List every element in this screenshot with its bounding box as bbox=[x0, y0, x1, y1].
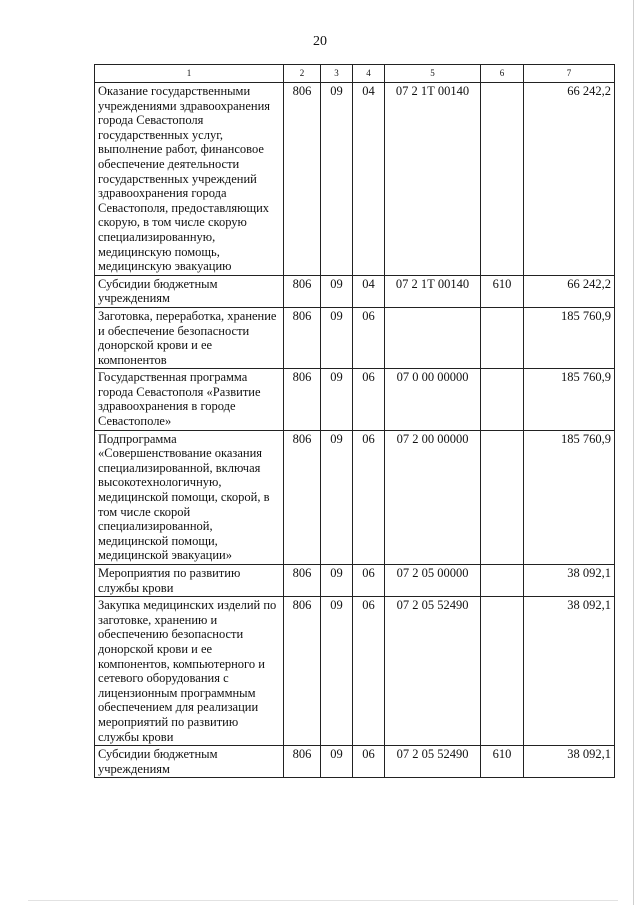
subsection-code: 06 bbox=[353, 565, 385, 597]
item-name: Мероприятия по развитию службы крови bbox=[95, 565, 284, 597]
subsection-code: 04 bbox=[353, 275, 385, 307]
target-code bbox=[385, 307, 481, 368]
section-code: 09 bbox=[321, 275, 353, 307]
scan-bottom-line bbox=[28, 900, 618, 901]
expense-type-code: 610 bbox=[481, 746, 524, 778]
column-header: 4 bbox=[353, 65, 385, 83]
target-code: 07 2 05 00000 bbox=[385, 565, 481, 597]
section-code: 09 bbox=[321, 430, 353, 564]
section-code: 09 bbox=[321, 83, 353, 276]
subsection-code: 06 bbox=[353, 369, 385, 430]
table-row bbox=[95, 369, 615, 430]
item-name: Государственная программа города Севастополя «Развитие здравоохранения в городе Севастополе» bbox=[95, 369, 284, 430]
budget-table bbox=[94, 64, 615, 778]
expense-type-code bbox=[481, 597, 524, 746]
table-row bbox=[95, 430, 615, 564]
column-header: 5 bbox=[385, 65, 481, 83]
table-row bbox=[95, 565, 615, 597]
target-code: 07 2 05 52490 bbox=[385, 746, 481, 778]
column-header: 3 bbox=[321, 65, 353, 83]
amount: 38 092,1 bbox=[524, 597, 615, 746]
header-row bbox=[95, 65, 615, 83]
section-code: 09 bbox=[321, 565, 353, 597]
section-code: 09 bbox=[321, 307, 353, 368]
subsection-code: 06 bbox=[353, 597, 385, 746]
item-name: Заготовка, переработка, хранение и обеспечение безопасности донорской крови и ее компонентов bbox=[95, 307, 284, 368]
amount: 185 760,9 bbox=[524, 430, 615, 564]
subsection-code: 06 bbox=[353, 746, 385, 778]
subsection-code: 06 bbox=[353, 430, 385, 564]
ministry-code: 806 bbox=[284, 83, 321, 276]
expense-type-code bbox=[481, 565, 524, 597]
ministry-code: 806 bbox=[284, 746, 321, 778]
item-name: Оказание государственными учреждениями здравоохранения города Севастополя государственных услуг, выполнение работ, финансовое обеспечение деятельности государственных учреждений здравоохранения города Севастополя, предоставляющих скорую, в том числе скорую специализированную, медицинскую помощь, медицинскую эвакуацию bbox=[95, 83, 284, 276]
ministry-code: 806 bbox=[284, 430, 321, 564]
item-name: Закупка медицинских изделий по заготовке, хранению и обеспечению безопасности донорской крови и ее компонентов, компьютерного и сетевого оборудования с лицензионным программным обеспечением для реализации мероприятий по развитию службы крови bbox=[95, 597, 284, 746]
amount: 38 092,1 bbox=[524, 565, 615, 597]
target-code: 07 2 1Т 00140 bbox=[385, 83, 481, 276]
amount: 66 242,2 bbox=[524, 83, 615, 276]
scan-edge-line bbox=[633, 0, 634, 905]
table-row bbox=[95, 746, 615, 778]
expense-type-code bbox=[481, 430, 524, 564]
column-header: 6 bbox=[481, 65, 524, 83]
section-code: 09 bbox=[321, 597, 353, 746]
expense-type-code bbox=[481, 369, 524, 430]
target-code: 07 2 00 00000 bbox=[385, 430, 481, 564]
subsection-code: 06 bbox=[353, 307, 385, 368]
table-row bbox=[95, 597, 615, 746]
table-row bbox=[95, 83, 615, 276]
table-row bbox=[95, 307, 615, 368]
subsection-code: 04 bbox=[353, 83, 385, 276]
amount: 66 242,2 bbox=[524, 275, 615, 307]
item-name: Субсидии бюджетным учреждениям bbox=[95, 275, 284, 307]
page-number: 20 bbox=[313, 34, 327, 49]
amount: 38 092,1 bbox=[524, 746, 615, 778]
amount: 185 760,9 bbox=[524, 369, 615, 430]
target-code: 07 0 00 00000 bbox=[385, 369, 481, 430]
column-header: 7 bbox=[524, 65, 615, 83]
amount: 185 760,9 bbox=[524, 307, 615, 368]
item-name: Подпрограмма «Совершенствование оказания специализированной, включая высокотехнологичную, медицинской помощи, скорой, в том числе скорой специализированной, медицинской помощи, медицинской эвакуации» bbox=[95, 430, 284, 564]
ministry-code: 806 bbox=[284, 369, 321, 430]
section-code: 09 bbox=[321, 746, 353, 778]
table-row bbox=[95, 275, 615, 307]
target-code: 07 2 05 52490 bbox=[385, 597, 481, 746]
ministry-code: 806 bbox=[284, 565, 321, 597]
column-header: 1 bbox=[95, 65, 284, 83]
ministry-code: 806 bbox=[284, 307, 321, 368]
item-name: Субсидии бюджетным учреждениям bbox=[95, 746, 284, 778]
target-code: 07 2 1Т 00140 bbox=[385, 275, 481, 307]
column-header: 2 bbox=[284, 65, 321, 83]
expense-type-code bbox=[481, 307, 524, 368]
ministry-code: 806 bbox=[284, 275, 321, 307]
expense-type-code bbox=[481, 83, 524, 276]
ministry-code: 806 bbox=[284, 597, 321, 746]
expense-type-code: 610 bbox=[481, 275, 524, 307]
section-code: 09 bbox=[321, 369, 353, 430]
